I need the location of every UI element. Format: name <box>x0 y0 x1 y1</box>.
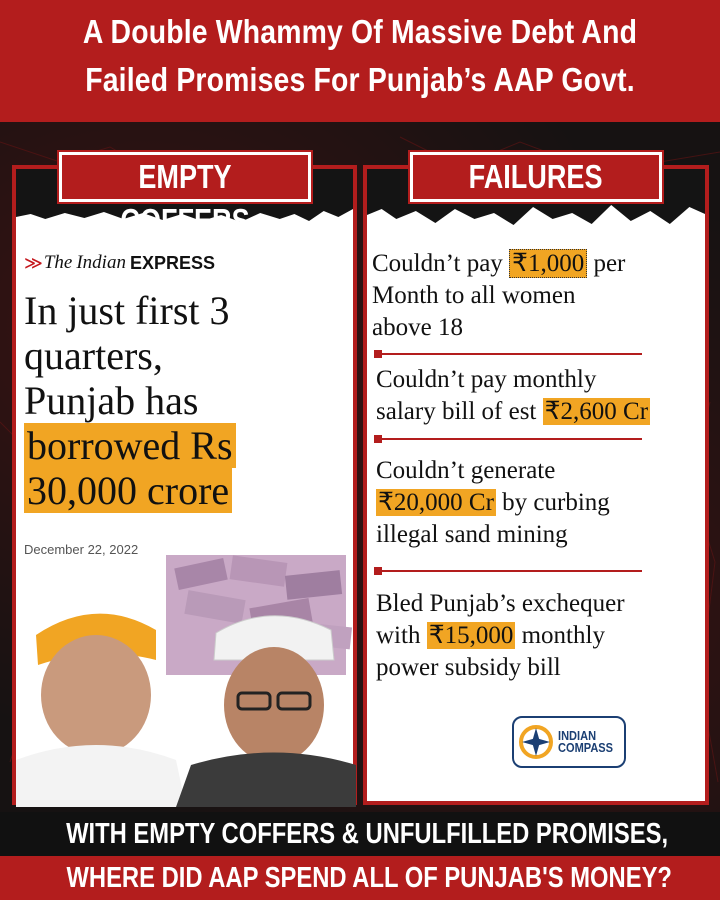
article-date: December 22, 2022 <box>24 542 139 557</box>
failure-3-line-3: illegal sand mining <box>376 521 568 548</box>
indian-compass-logo <box>512 716 626 768</box>
failure-1-amount: ₹1,000 <box>509 249 587 278</box>
brand-indian: Indian <box>76 252 126 273</box>
failure-3-line-1: Couldn’t generate <box>376 457 556 484</box>
tab-failures <box>410 152 662 202</box>
logo-line-1: INDIAN <box>558 728 597 743</box>
failure-4-text-post: monthly <box>515 622 605 649</box>
footer-line-1: WITH EMPTY COFFERS & UNFULFILLED PROMISES, <box>66 818 669 850</box>
failure-divider-3 <box>376 570 642 572</box>
failure-4-line-1: Bled Punjab’s exchequer <box>376 590 625 617</box>
failure-item-1 <box>372 248 707 344</box>
tab-empty-coffers <box>59 152 311 239</box>
headline-line-1: In just first 3 <box>24 288 230 333</box>
failure-4-amount: ₹15,000 <box>428 622 514 649</box>
footer-line-2-banner <box>0 856 720 900</box>
headline-line-3: Punjab has <box>24 378 199 423</box>
failure-item-3 <box>376 455 711 551</box>
header-title-line-2: Failed Promises For Punjab’s AAP Govt. <box>85 61 635 98</box>
header-title-line-1: A Double Whammy Of Massive Debt And <box>82 13 638 50</box>
brand-the: The <box>43 252 73 273</box>
failure-divider-2 <box>376 438 642 440</box>
failure-item-4 <box>376 588 711 684</box>
failure-1-line-2: Month to all women <box>372 282 576 309</box>
failure-3-amount: ₹20,000 Cr <box>378 489 494 516</box>
headline-highlight-1: borrowed Rs <box>24 423 236 468</box>
logo-line-2: COMPASS <box>558 740 614 755</box>
failure-1-line-3: above 18 <box>372 314 463 341</box>
failure-divider-1 <box>376 353 642 355</box>
footer-line-2: WHERE DID AAP SPEND ALL OF PUNJAB'S MONEY? <box>66 862 672 894</box>
header-banner <box>0 0 720 122</box>
failure-4-line-3: power subsidy bill <box>376 654 561 681</box>
tab-empty-coffers-label: EMPTY COFFERS <box>120 158 250 239</box>
person-left-image <box>16 614 186 807</box>
newspaper-brand <box>24 252 215 274</box>
failure-2-line-1: Couldn’t pay monthly <box>376 366 597 393</box>
post-date: 05 Jan 2023 <box>534 784 613 800</box>
failure-item-2 <box>376 364 711 428</box>
failure-4-text: with <box>376 622 427 649</box>
compass-icon <box>518 724 554 760</box>
politicians-and-cash-photo <box>16 545 356 807</box>
brand-express: EXPRESS <box>129 252 215 273</box>
indian-express-logo-icon: ≫ <box>24 252 40 273</box>
failure-1-text-post: per <box>587 250 626 277</box>
failure-2-text: salary bill of est <box>376 398 543 425</box>
failure-2-amount: ₹2,600 Cr <box>544 398 649 425</box>
headline-line-2: quarters, <box>24 333 163 378</box>
news-headline <box>24 288 344 513</box>
headline-highlight-2: 30,000 crore <box>24 468 232 513</box>
tab-failures-label: FAILURES <box>469 158 603 195</box>
footer-line-1-banner <box>0 812 720 856</box>
failure-3-text-post: by curbing <box>495 489 610 516</box>
failure-1-text: Couldn’t pay <box>372 250 510 277</box>
